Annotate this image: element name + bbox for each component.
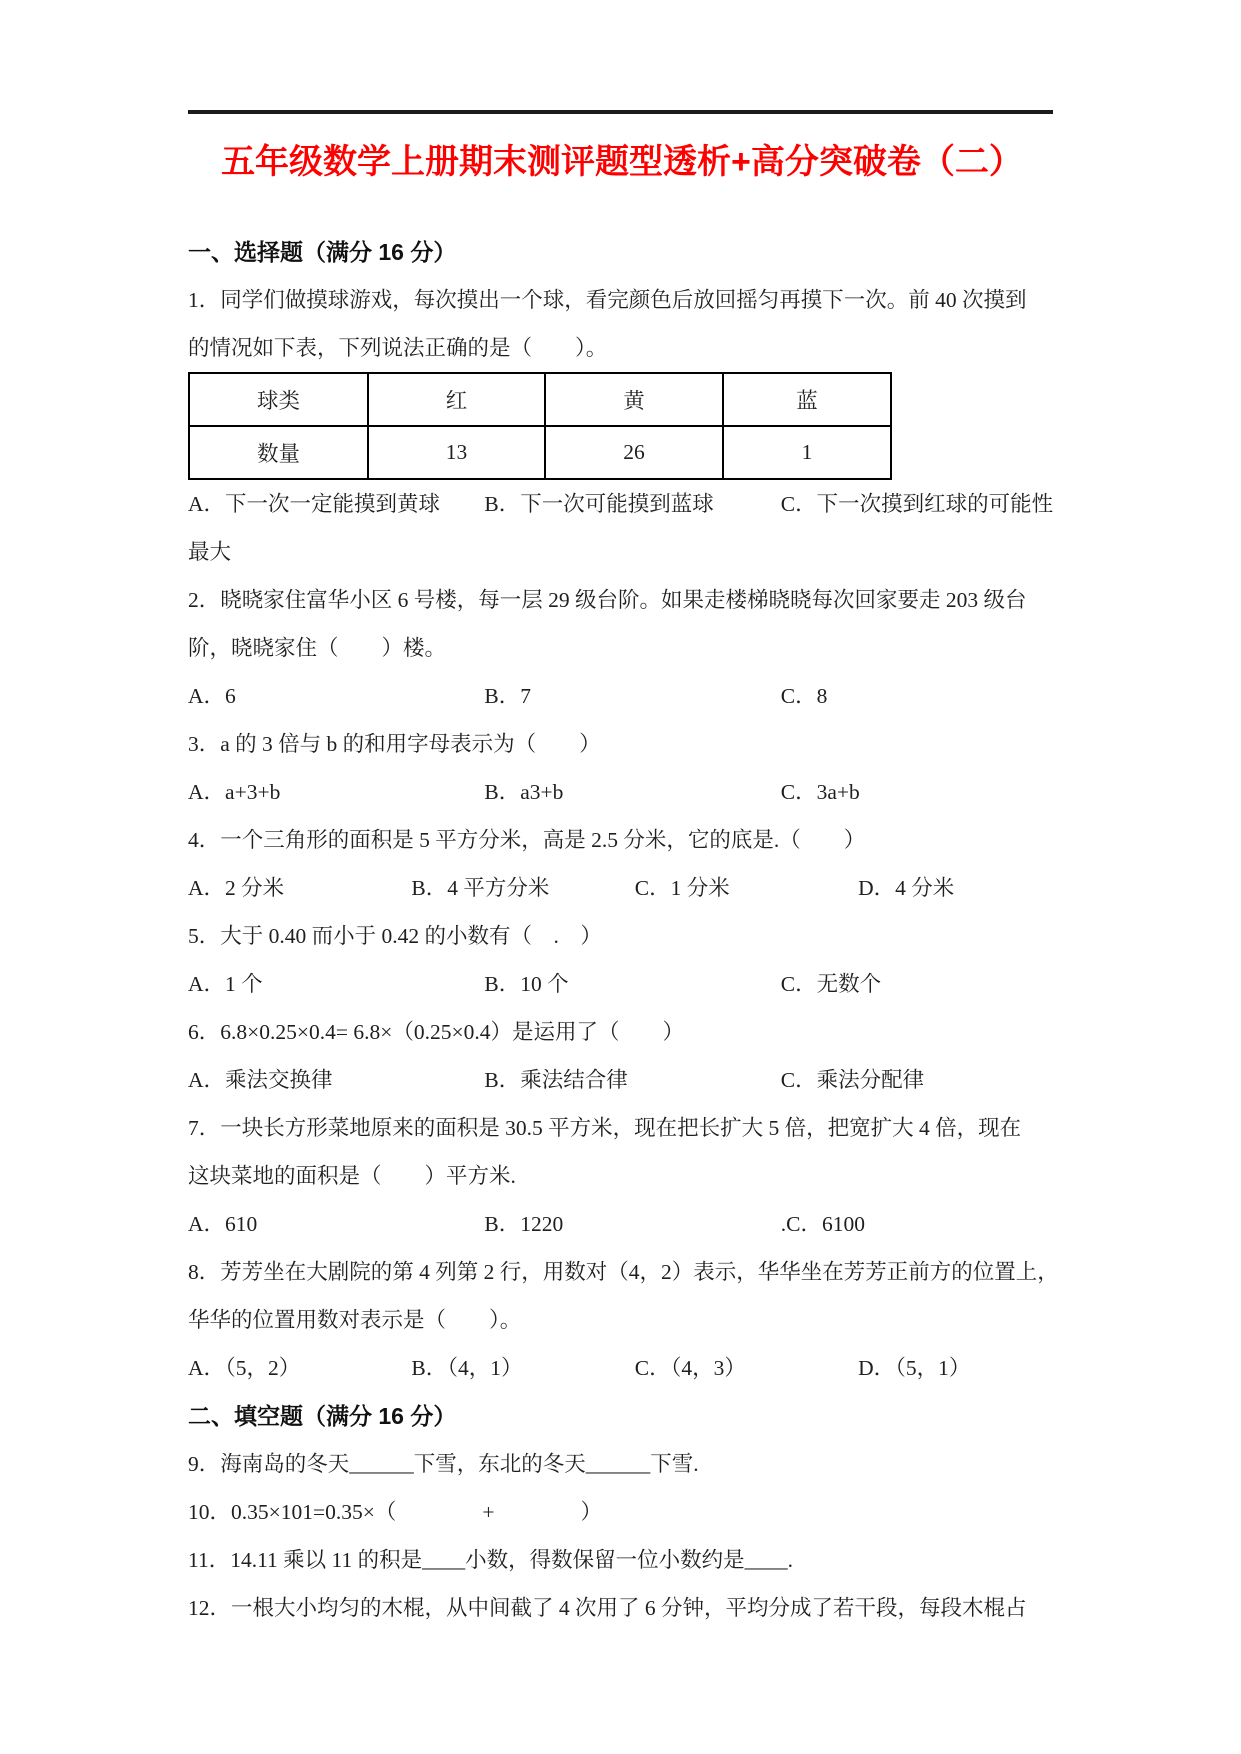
section-heading-fill-blank: 二、填空题（满分 16 分） [188,1403,457,1429]
table-header-cell: 红 [368,373,545,426]
q5-option-c: C．无数个 [780,972,882,996]
q10-line-1: 10．0.35×101=0.35×（ + ） [188,1500,603,1524]
q6-option-a: A．乘法交换律 [188,1068,333,1092]
table-header-row [189,373,891,426]
q7-line-2: 这块菜地的面积是（ ）平方米. [188,1164,516,1188]
q1-options [188,480,1056,528]
table-data-cell: 1 [723,426,891,479]
q7-line-1: 7．一块长方形菜地原来的面积是 30.5 平方米，现在把长扩大 5 倍，把宽扩大 4 倍，现在 [188,1116,1022,1140]
q8-option-d: D．（5，1） [858,1356,971,1380]
q8-option-a: A．（5，2） [188,1356,301,1380]
q2-line-2: 阶，晓晓家住（ ）楼。 [188,636,447,660]
q4-option-b: B．4 平方分米 [411,876,550,900]
q3-option-b: B．a3+b [484,780,564,804]
q5-options [188,960,1056,1008]
q1-line-2: 的情况如下表，下列说法正确的是（ ）。 [188,336,608,360]
q4-line-1: 4．一个三角形的面积是 5 平方分米，高是 2.5 分米，它的底是.（ ） [188,828,866,852]
q4-option-d: D．4 分米 [858,876,955,900]
q7-option-a: A．610 [188,1212,258,1236]
q8-option-b: B．（4，1） [411,1356,523,1380]
q6-options [188,1056,1056,1104]
table-header-cell: 蓝 [723,373,891,426]
table-header-cell: 球类 [189,373,368,426]
q3-options [188,768,1056,816]
q3-option-c: C．3a+b [780,780,860,804]
q4-option-c: C．1 分米 [634,876,730,900]
q8-options [188,1344,1056,1392]
document-body [188,228,1059,1632]
q1-line-1: 1．同学们做摸球游戏，每次摸出一个球，看完颜色后放回摇匀再摸下一次。前 40 次摸到 [188,288,1027,312]
q5-option-a: A．1 个 [188,972,263,996]
q8-line-2: 华华的位置用数对表示是（ ）。 [188,1308,522,1332]
q6-line-1: 6．6.8×0.25×0.4= 6.8×（0.25×0.4）是运用了（ ） [188,1020,685,1044]
q1-option-a: A．下一次一定能摸到黄球 [188,492,441,516]
table-data-row [189,426,891,479]
q5-line-1: 5．大于 0.40 而小于 0.42 的小数有（ . ） [188,924,602,948]
section-heading-multiple-choice: 一、选择题（满分 16 分） [188,239,457,265]
q3-option-a: A．a+3+b [188,780,281,804]
q11-line-1: 11．14.11 乘以 11 的积是____小数，得数保留一位小数约是____. [188,1548,793,1572]
q1-option-b: B．下一次可能摸到蓝球 [484,492,714,516]
q3-line-1: 3．a 的 3 倍与 b 的和用字母表示为（ ） [188,732,601,756]
q7-option-b: B．1220 [484,1212,564,1236]
header-rule [188,110,1053,114]
q2-options [188,672,1056,720]
q8-line-1: 8．芳芳坐在大剧院的第 4 列第 2 行，用数对（4，2）表示，华华坐在芳芳正前方的位置上， [188,1260,1059,1284]
q12-line-1: 12．一根大小均匀的木棍，从中间截了 4 次用了 6 分钟，平均分成了若干段，每段木棍占 [188,1596,1027,1620]
q1-option-c: C．下一次摸到红球的可能性 [780,492,1054,516]
table-data-cell: 数量 [189,426,368,479]
q2-option-c: C．8 [780,684,828,708]
q2-option-b: B．7 [484,684,531,708]
q2-line-1: 2．晓晓家住富华小区 6 号楼，每一层 29 级台阶。如果走楼梯晓晓每次回家要走 203 级台 [188,588,1027,612]
table-header-cell: 黄 [545,373,723,426]
q2-option-a: A．6 [188,684,236,708]
q8-option-c: C．（4，3） [634,1356,746,1380]
q4-option-a: A．2 分米 [188,876,285,900]
q1-option-c-carry: 最大 [188,540,232,564]
q7-option-c: .C．6100 [780,1212,865,1236]
q5-option-b: B．10 个 [484,972,569,996]
q4-options [188,864,1056,912]
table-data-cell: 13 [368,426,545,479]
page-title: 五年级数学上册期末测评题型透析+高分突破卷（二） [221,143,1023,181]
q9-line-1: 9．海南岛的冬天______下雪，东北的冬天______下雪. [188,1452,699,1476]
q7-options [188,1200,1056,1248]
q6-option-b: B．乘法结合律 [484,1068,628,1092]
table-data-cell: 26 [545,426,723,479]
ball-count-table [188,372,892,480]
q6-option-c: C．乘法分配律 [780,1068,925,1092]
